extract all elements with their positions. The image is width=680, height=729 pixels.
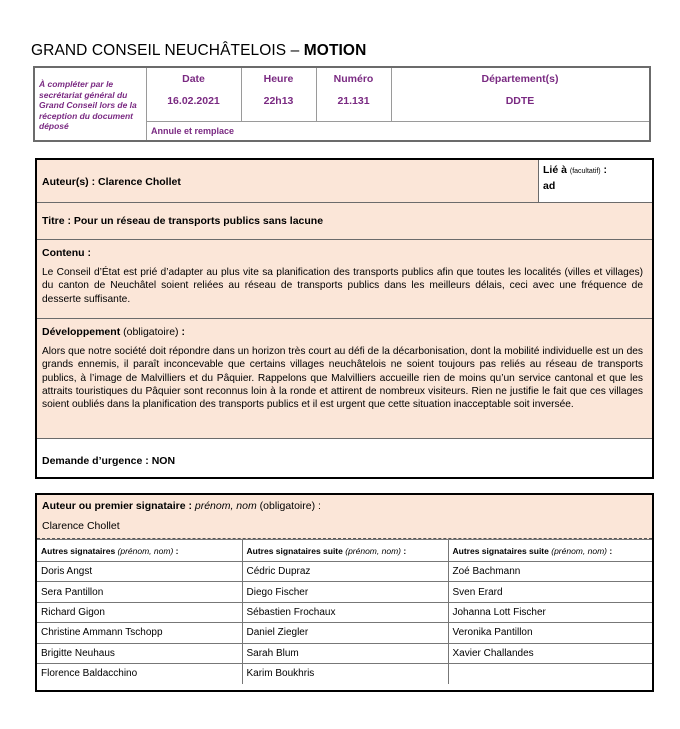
main-signatory bbox=[37, 495, 652, 539]
content-label: Contenu : bbox=[42, 247, 91, 259]
title-motion: MOTION bbox=[303, 42, 367, 59]
signatory-name: Brigitte Neuhaus bbox=[37, 643, 242, 663]
signatory-name: Diego Fischer bbox=[242, 582, 448, 602]
number-label: Numéro bbox=[333, 73, 374, 85]
signatories-block bbox=[35, 493, 654, 692]
motion-block bbox=[35, 158, 654, 479]
table-row bbox=[37, 602, 652, 622]
signatory-name: Veronika Pantillon bbox=[448, 623, 652, 643]
table-row bbox=[37, 582, 652, 602]
signatory-name: Cédric Dupraz bbox=[242, 562, 448, 582]
registration-note: À compléter par le secrétariat général du Grand Conseil lors de la réception du document déposé bbox=[39, 79, 137, 131]
number-value: 21.131 bbox=[337, 95, 370, 107]
signatories-header-row bbox=[37, 540, 652, 562]
title-row bbox=[37, 202, 652, 239]
main-signatory-optional: (obligatoire) : bbox=[256, 500, 321, 512]
signatory-name: Xavier Challandes bbox=[448, 643, 652, 663]
signatory-name: Sven Erard bbox=[448, 582, 652, 602]
signatory-name: Karim Boukhris bbox=[242, 663, 448, 683]
urgency: Demande d’urgence : NON bbox=[42, 455, 176, 467]
linked-label: Lié à bbox=[543, 164, 567, 176]
development-text: Alors que notre société doit répondre dans un horizon très court au défi de la décarbonisation, dont la mobilité individuelle est un des grands ennemis, il paraît inconcevable que certains villages neuchâtelois ne soient toujours pas reliés au réseau de transports publics, à l’image de Malvilliers et du Pâquier. Rappelons que Malvilliers accueille rien de moins qu’un service cantonal et que les attraits touristiques du Pâquier sont reconnus loin à la ronde et attirent de nombreux visiteurs. Rien ne justifie le fait que ces villages soient oubliés dans la planification des transports publics et il est urgent que cette situation inacceptable soit inversée. bbox=[42, 346, 643, 411]
table-row bbox=[37, 562, 652, 582]
content-row bbox=[37, 239, 652, 318]
department-value: DDTE bbox=[505, 95, 535, 107]
signatory-name bbox=[448, 663, 652, 683]
document-title bbox=[31, 42, 366, 60]
linked-to-box bbox=[538, 160, 652, 202]
table-row bbox=[37, 623, 652, 643]
linked-value: ad bbox=[543, 180, 556, 192]
content-text: Le Conseil d’État est prié d’adapter au plus vite sa planification des transports publics afin que toutes les localités (villes et villages) du canton de Neuchâtel soient reliées au réseau de transports publics dans les meilleurs délais, ceci avec une fréquence de desserte suffisante. bbox=[42, 267, 643, 305]
signatory-name: Sarah Blum bbox=[242, 643, 448, 663]
authors-row bbox=[37, 160, 652, 202]
development-optional: (obligatoire) bbox=[120, 326, 182, 338]
authors: Auteur(s) : Clarence Chollet bbox=[42, 176, 181, 188]
urgency-row bbox=[37, 438, 652, 477]
signatory-name: Christine Ammann Tschopp bbox=[37, 623, 242, 643]
title-prefix: GRAND CONSEIL NEUCHÂTELOIS – bbox=[31, 42, 304, 59]
table-row bbox=[37, 643, 652, 663]
signatory-name: Zoé Bachmann bbox=[448, 562, 652, 582]
linked-optional: (facultatif) bbox=[569, 168, 601, 175]
main-signatory-label: Auteur ou premier signataire : bbox=[42, 500, 192, 512]
linked-colon: : bbox=[600, 164, 608, 176]
signatory-name: Richard Gigon bbox=[37, 602, 242, 622]
hour-value: 22h13 bbox=[263, 95, 294, 107]
signatory-name: Sera Pantillon bbox=[37, 582, 242, 602]
col1-header: Autres signataires (prénom, nom) : bbox=[37, 540, 242, 562]
hour-label: Heure bbox=[263, 73, 294, 85]
main-signatory-name: Clarence Chollet bbox=[42, 520, 120, 532]
signatory-name: Florence Baldacchino bbox=[37, 663, 242, 683]
date-value: 16.02.2021 bbox=[167, 95, 220, 107]
table-row bbox=[37, 663, 652, 683]
signatories-table bbox=[37, 539, 652, 684]
main-signatory-hint: prénom, nom bbox=[191, 500, 257, 512]
replaces-label: Annule et remplace bbox=[151, 126, 235, 136]
signatory-name: Johanna Lott Fischer bbox=[448, 602, 652, 622]
signatory-name: Sébastien Frochaux bbox=[242, 602, 448, 622]
development-heading bbox=[42, 326, 185, 338]
department-label: Département(s) bbox=[481, 73, 559, 85]
motion-title: Titre : Pour un réseau de transports publics sans lacune bbox=[42, 215, 324, 227]
signatory-name: Doris Angst bbox=[37, 562, 242, 582]
signatory-name: Daniel Ziegler bbox=[242, 623, 448, 643]
col3-header: Autres signataires suite (prénom, nom) : bbox=[448, 540, 652, 562]
development-label: Développement bbox=[42, 326, 121, 338]
col2-header: Autres signataires suite (prénom, nom) : bbox=[242, 540, 448, 562]
development-colon: : bbox=[181, 326, 185, 338]
main-signatory-heading bbox=[42, 500, 321, 512]
date-label: Date bbox=[182, 73, 205, 85]
development-row bbox=[37, 318, 652, 438]
registration-box bbox=[33, 66, 651, 142]
